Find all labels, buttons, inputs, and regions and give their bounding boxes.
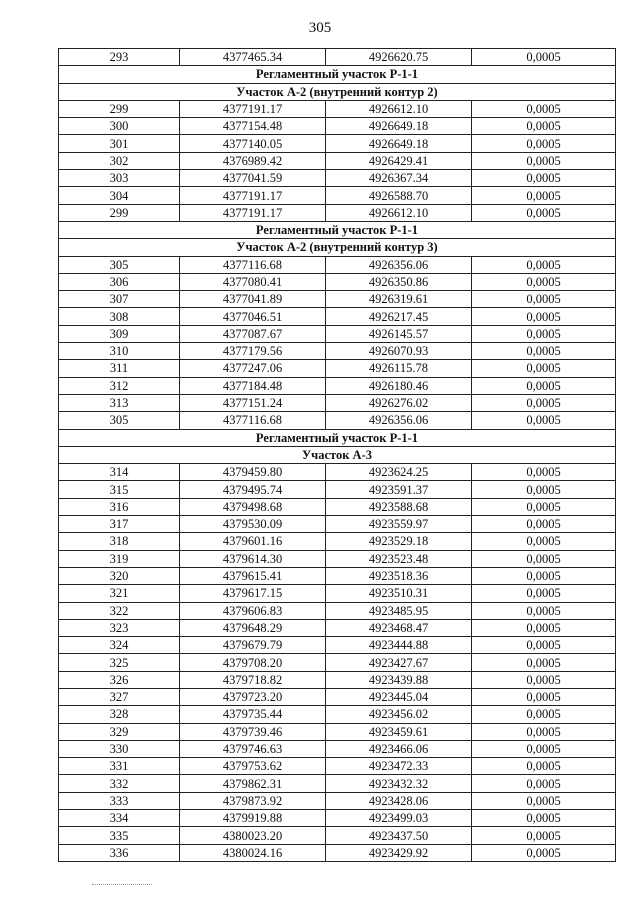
coordinate-x: 4379617.15	[180, 585, 326, 602]
coordinate-x: 4379753.62	[180, 758, 326, 775]
coordinate-y: 4926115.78	[326, 360, 472, 377]
coordinate-x: 4379873.92	[180, 792, 326, 809]
section-heading-row	[59, 221, 616, 238]
coordinate-y: 4923559.97	[326, 516, 472, 533]
point-number: 307	[59, 291, 180, 308]
coordinate-y: 4923624.25	[326, 464, 472, 481]
point-number: 329	[59, 723, 180, 740]
point-number: 303	[59, 170, 180, 187]
precision-value: 0,0005	[472, 758, 616, 775]
precision-value: 0,0005	[472, 533, 616, 550]
table-row	[59, 273, 616, 290]
point-number: 332	[59, 775, 180, 792]
precision-value: 0,0005	[472, 49, 616, 66]
point-number: 306	[59, 273, 180, 290]
precision-value: 0,0005	[472, 464, 616, 481]
coordinate-y: 4926649.18	[326, 135, 472, 152]
precision-value: 0,0005	[472, 619, 616, 636]
table-row	[59, 654, 616, 671]
coordinate-y: 4926367.34	[326, 170, 472, 187]
point-number: 302	[59, 152, 180, 169]
coordinate-y: 4926319.61	[326, 291, 472, 308]
point-number: 300	[59, 118, 180, 135]
precision-value: 0,0005	[472, 844, 616, 861]
coordinate-x: 4377041.89	[180, 291, 326, 308]
coordinate-x: 4377116.68	[180, 412, 326, 429]
table-row	[59, 118, 616, 135]
table-row	[59, 550, 616, 567]
table-row	[59, 827, 616, 844]
point-number: 310	[59, 343, 180, 360]
section-heading-row	[59, 83, 616, 100]
coordinate-y: 4923529.18	[326, 533, 472, 550]
coordinate-x: 4379606.83	[180, 602, 326, 619]
precision-value: 0,0005	[472, 481, 616, 498]
precision-value: 0,0005	[472, 308, 616, 325]
point-number: 305	[59, 256, 180, 273]
point-number: 313	[59, 394, 180, 411]
table-row	[59, 343, 616, 360]
section-heading-row	[59, 429, 616, 446]
table-row	[59, 533, 616, 550]
coordinate-y: 4923499.03	[326, 810, 472, 827]
point-number: 327	[59, 688, 180, 705]
section-heading-row	[59, 446, 616, 463]
coordinate-y: 4923456.02	[326, 706, 472, 723]
coordinate-x: 4377080.41	[180, 273, 326, 290]
coordinate-x: 4377191.17	[180, 204, 326, 221]
point-number: 301	[59, 135, 180, 152]
section-heading-row	[59, 239, 616, 256]
point-number: 323	[59, 619, 180, 636]
coordinate-y: 4926429.41	[326, 152, 472, 169]
precision-value: 0,0005	[472, 654, 616, 671]
precision-value: 0,0005	[472, 827, 616, 844]
coordinate-y: 4923459.61	[326, 723, 472, 740]
precision-value: 0,0005	[472, 567, 616, 584]
coordinate-y: 4926217.45	[326, 308, 472, 325]
coordinate-x: 4380024.16	[180, 844, 326, 861]
coordinate-y: 4923472.33	[326, 758, 472, 775]
page-number: 305	[308, 20, 332, 36]
coordinate-y: 4923439.88	[326, 671, 472, 688]
table-row	[59, 792, 616, 809]
precision-value: 0,0005	[472, 325, 616, 342]
table-row	[59, 325, 616, 342]
precision-value: 0,0005	[472, 256, 616, 273]
coordinate-y: 4923444.88	[326, 637, 472, 654]
precision-value: 0,0005	[472, 550, 616, 567]
coordinate-x: 4379679.79	[180, 637, 326, 654]
point-number: 318	[59, 533, 180, 550]
table-row	[59, 360, 616, 377]
coordinate-x: 4377191.17	[180, 187, 326, 204]
coordinate-x: 4379615.41	[180, 567, 326, 584]
coordinate-y: 4923468.47	[326, 619, 472, 636]
table-row	[59, 775, 616, 792]
coordinate-y: 4926356.06	[326, 412, 472, 429]
table-row	[59, 758, 616, 775]
coordinate-x: 4377087.67	[180, 325, 326, 342]
section-heading: Регламентный участок Р-1-1	[59, 221, 616, 238]
precision-value: 0,0005	[472, 170, 616, 187]
precision-value: 0,0005	[472, 723, 616, 740]
coordinate-x: 4379495.74	[180, 481, 326, 498]
coordinate-x: 4377247.06	[180, 360, 326, 377]
section-heading: Регламентный участок Р-1-1	[59, 429, 616, 446]
coordinate-y: 4926276.02	[326, 394, 472, 411]
point-number: 316	[59, 498, 180, 515]
coordinate-y: 4923432.32	[326, 775, 472, 792]
coordinates-table	[58, 48, 616, 862]
coordinate-x: 4377041.59	[180, 170, 326, 187]
point-number: 331	[59, 758, 180, 775]
table-row	[59, 706, 616, 723]
coordinate-x: 4379459.80	[180, 464, 326, 481]
coordinate-x: 4379648.29	[180, 619, 326, 636]
coordinate-x: 4377116.68	[180, 256, 326, 273]
precision-value: 0,0005	[472, 516, 616, 533]
coordinate-x: 4379530.09	[180, 516, 326, 533]
point-number: 326	[59, 671, 180, 688]
coordinate-x: 4380023.20	[180, 827, 326, 844]
coordinate-x: 4379614.30	[180, 550, 326, 567]
point-number: 308	[59, 308, 180, 325]
table-row	[59, 204, 616, 221]
table-row	[59, 100, 616, 117]
point-number: 324	[59, 637, 180, 654]
precision-value: 0,0005	[472, 152, 616, 169]
point-number: 336	[59, 844, 180, 861]
coordinate-x: 4379498.68	[180, 498, 326, 515]
coordinate-y: 4923588.68	[326, 498, 472, 515]
coordinate-x: 4377184.48	[180, 377, 326, 394]
table-row	[59, 740, 616, 757]
coordinate-x: 4379708.20	[180, 654, 326, 671]
precision-value: 0,0005	[472, 498, 616, 515]
table-row	[59, 135, 616, 152]
table-row	[59, 619, 616, 636]
point-number: 299	[59, 204, 180, 221]
table-row	[59, 585, 616, 602]
coordinate-y: 4926356.06	[326, 256, 472, 273]
precision-value: 0,0005	[472, 273, 616, 290]
coordinate-y: 4923523.48	[326, 550, 472, 567]
table-row	[59, 498, 616, 515]
section-heading: Участок А-3	[59, 446, 616, 463]
coordinate-y: 4923485.95	[326, 602, 472, 619]
table-row	[59, 308, 616, 325]
table-row	[59, 291, 616, 308]
coordinate-y: 4926649.18	[326, 118, 472, 135]
coordinate-x: 4379862.31	[180, 775, 326, 792]
precision-value: 0,0005	[472, 602, 616, 619]
table-row	[59, 516, 616, 533]
precision-value: 0,0005	[472, 394, 616, 411]
coordinate-x: 4377191.17	[180, 100, 326, 117]
coordinate-x: 4379919.88	[180, 810, 326, 827]
point-number: 321	[59, 585, 180, 602]
coordinate-x: 4377154.48	[180, 118, 326, 135]
coordinate-x: 4377179.56	[180, 343, 326, 360]
coordinate-y: 4923428.06	[326, 792, 472, 809]
precision-value: 0,0005	[472, 204, 616, 221]
section-heading: Регламентный участок Р-1-1	[59, 66, 616, 83]
precision-value: 0,0005	[472, 291, 616, 308]
precision-value: 0,0005	[472, 343, 616, 360]
scan-artifact-line	[92, 884, 152, 885]
section-heading: Участок А-2 (внутренний контур 2)	[59, 83, 616, 100]
point-number: 335	[59, 827, 180, 844]
coordinate-y: 4923591.37	[326, 481, 472, 498]
table-row	[59, 810, 616, 827]
point-number: 333	[59, 792, 180, 809]
coordinate-x: 4377140.05	[180, 135, 326, 152]
section-heading: Участок А-2 (внутренний контур 3)	[59, 239, 616, 256]
table-row	[59, 602, 616, 619]
table-row	[59, 464, 616, 481]
coordinate-x: 4379746.63	[180, 740, 326, 757]
precision-value: 0,0005	[472, 637, 616, 654]
precision-value: 0,0005	[472, 100, 616, 117]
coordinate-x: 4377046.51	[180, 308, 326, 325]
precision-value: 0,0005	[472, 135, 616, 152]
coordinate-x: 4379601.16	[180, 533, 326, 550]
table-row	[59, 256, 616, 273]
coordinate-x: 4377151.24	[180, 394, 326, 411]
section-heading-row	[59, 66, 616, 83]
coordinate-y: 4923427.67	[326, 654, 472, 671]
point-number: 322	[59, 602, 180, 619]
precision-value: 0,0005	[472, 585, 616, 602]
point-number: 325	[59, 654, 180, 671]
coordinate-y: 4926588.70	[326, 187, 472, 204]
point-number: 328	[59, 706, 180, 723]
coordinate-y: 4923437.50	[326, 827, 472, 844]
table-row	[59, 671, 616, 688]
precision-value: 0,0005	[472, 671, 616, 688]
table-row	[59, 152, 616, 169]
precision-value: 0,0005	[472, 118, 616, 135]
coordinate-x: 4379723.20	[180, 688, 326, 705]
point-number: 299	[59, 100, 180, 117]
coordinate-x: 4376989.42	[180, 152, 326, 169]
precision-value: 0,0005	[472, 706, 616, 723]
coordinate-y: 4926350.86	[326, 273, 472, 290]
point-number: 330	[59, 740, 180, 757]
coordinate-y: 4926612.10	[326, 100, 472, 117]
point-number: 305	[59, 412, 180, 429]
point-number: 309	[59, 325, 180, 342]
coordinate-y: 4926180.46	[326, 377, 472, 394]
coordinate-y: 4926145.57	[326, 325, 472, 342]
table-row	[59, 637, 616, 654]
table-row	[59, 723, 616, 740]
point-number: 293	[59, 49, 180, 66]
table-row	[59, 187, 616, 204]
precision-value: 0,0005	[472, 740, 616, 757]
point-number: 304	[59, 187, 180, 204]
precision-value: 0,0005	[472, 187, 616, 204]
table-row	[59, 394, 616, 411]
point-number: 312	[59, 377, 180, 394]
coordinate-y: 4923518.36	[326, 567, 472, 584]
coordinate-x: 4379718.82	[180, 671, 326, 688]
precision-value: 0,0005	[472, 775, 616, 792]
precision-value: 0,0005	[472, 377, 616, 394]
coordinate-x: 4379735.44	[180, 706, 326, 723]
table-row	[59, 567, 616, 584]
point-number: 320	[59, 567, 180, 584]
table-row	[59, 688, 616, 705]
coordinate-y: 4923429.92	[326, 844, 472, 861]
coordinate-y: 4926070.93	[326, 343, 472, 360]
precision-value: 0,0005	[472, 810, 616, 827]
coordinates-table-body	[59, 49, 616, 862]
coordinate-x: 4377465.34	[180, 49, 326, 66]
coordinate-y: 4926612.10	[326, 204, 472, 221]
coordinate-y: 4923445.04	[326, 688, 472, 705]
point-number: 311	[59, 360, 180, 377]
coordinate-y: 4926620.75	[326, 49, 472, 66]
point-number: 334	[59, 810, 180, 827]
precision-value: 0,0005	[472, 688, 616, 705]
coordinate-x: 4379739.46	[180, 723, 326, 740]
table-row	[59, 412, 616, 429]
coordinate-y: 4923466.06	[326, 740, 472, 757]
point-number: 315	[59, 481, 180, 498]
precision-value: 0,0005	[472, 360, 616, 377]
point-number: 314	[59, 464, 180, 481]
table-row	[59, 481, 616, 498]
point-number: 319	[59, 550, 180, 567]
coordinate-y: 4923510.31	[326, 585, 472, 602]
table-row	[59, 170, 616, 187]
point-number: 317	[59, 516, 180, 533]
table-row	[59, 49, 616, 66]
precision-value: 0,0005	[472, 412, 616, 429]
precision-value: 0,0005	[472, 792, 616, 809]
table-row	[59, 844, 616, 861]
table-row	[59, 377, 616, 394]
